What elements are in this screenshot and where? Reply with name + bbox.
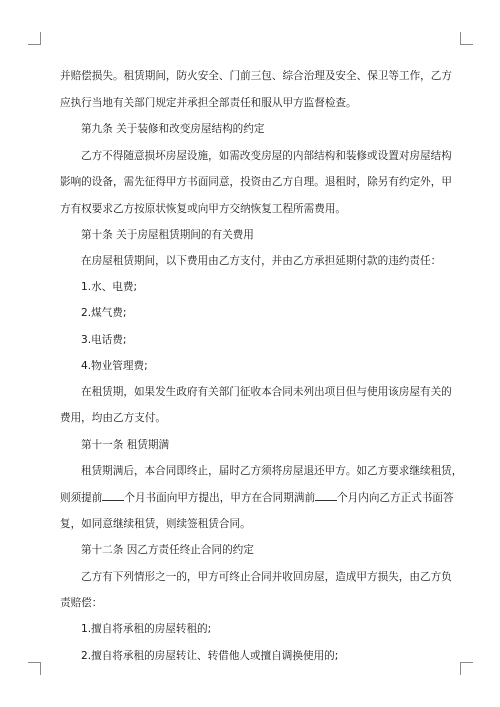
paragraph-line: 方有权要求乙方按原状恢复或向甲方交纳恢复工程所需费用。 [60, 203, 347, 215]
fill-in-blank [102, 491, 124, 501]
paragraph-line: 租赁期满后，本合同即终止，届时乙方须将房屋退还甲方。如乙方要求继续租赁， [81, 465, 463, 477]
paragraph-line: 责赔偿： [60, 597, 103, 609]
crop-mark-bottom-right [460, 662, 473, 675]
list-item: 2.擅自将承租的房屋转让、转借他人或擅自调换使用的; [81, 650, 339, 662]
list-item: 1.水、电费; [81, 281, 138, 293]
crop-mark-bottom-left [28, 662, 41, 675]
section-heading-article-10: 第十条 关于房屋租赁期间的有关费用 [81, 229, 254, 241]
paragraph-line: 在租赁期，如果发生政府有关部门征收本合同未列出项目但与使用该房屋有关的 [81, 386, 452, 398]
paragraph-line: 复，如同意继续租赁，则续签租赁合同。 [60, 518, 251, 530]
section-heading-article-9: 第九条 关于装修和改变房屋结构的约定 [81, 123, 265, 135]
paragraph-line: 应执行当地有关部门规定并承担全部责任和服从甲方监督检查。 [60, 97, 357, 109]
paragraph-line-with-blanks [60, 491, 454, 504]
section-heading-article-12: 第十二条 因乙方责任终止合同的约定 [81, 544, 254, 556]
crop-mark-top-left [28, 32, 41, 45]
paragraph-line: 乙方不得随意损坏房屋设施，如需改变房屋的内部结构和装修或设置对房屋结构 [81, 150, 452, 162]
list-item: 2.煤气费; [81, 307, 127, 319]
paragraph-line: 费用，均由乙方支付。 [60, 412, 166, 424]
fill-in-blank [315, 491, 337, 501]
text-segment: 个月内向乙方正式书面答 [337, 492, 454, 504]
list-item: 4.物业管理费; [81, 360, 148, 372]
paragraph-line: 在房屋租赁期间，以下费用由乙方支付，并由乙方承担延期付款的违约责任： [81, 255, 442, 267]
text-segment: 则须提前 [60, 492, 103, 504]
paragraph-line: 乙方有下列情形之一的，甲方可终止合同并收回房屋，造成甲方损失，由乙方负 [81, 571, 452, 583]
text-segment: 个月书面向甲方提出，甲方在合同期满前 [124, 492, 316, 504]
list-item: 1.擅自将承租的房屋转租的; [81, 623, 212, 635]
crop-mark-top-right [460, 32, 473, 45]
section-heading-article-11: 第十一条 租赁期满 [81, 439, 170, 451]
paragraph-line: 影响的设备，需先征得甲方书面同意，投资由乙方自理。退租时，除另有约定外，甲 [60, 176, 452, 188]
paragraph-line: 并赔偿损失。租赁期间，防火安全、门前三包、综合治理及安全、保卫等工作，乙方 [60, 70, 452, 82]
list-item: 3.电话费; [81, 334, 127, 346]
